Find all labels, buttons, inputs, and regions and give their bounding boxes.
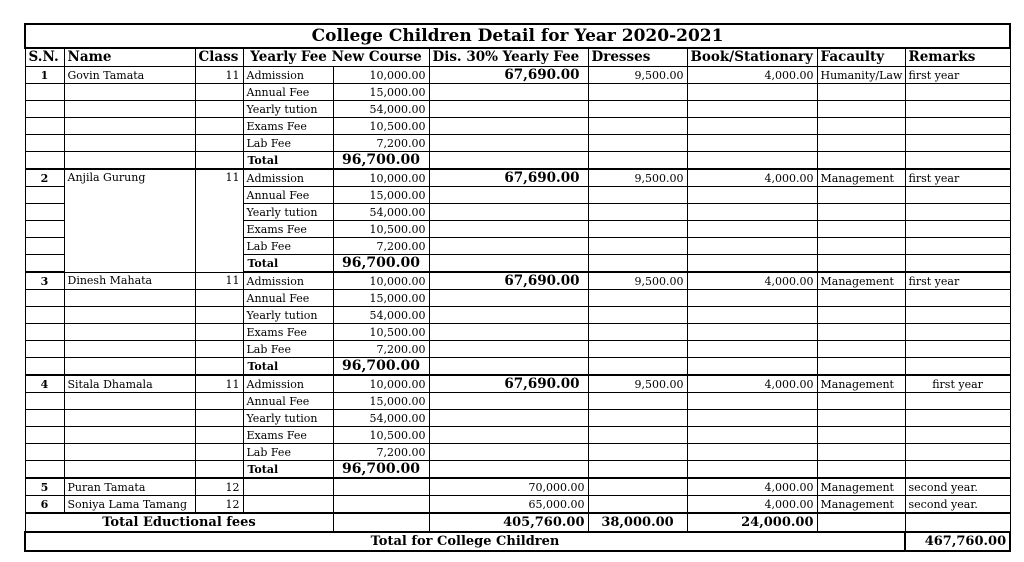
empty-cell bbox=[588, 358, 687, 376]
fee-item-amount: 15,000.00 bbox=[333, 393, 429, 410]
table-row bbox=[25, 290, 1010, 307]
fee-item-amount: 15,000.00 bbox=[333, 290, 429, 307]
empty-cell bbox=[64, 290, 195, 307]
empty-cell bbox=[588, 478, 687, 496]
empty-cell bbox=[429, 187, 588, 204]
student-faculty: Management bbox=[817, 478, 905, 496]
fee-item-amount: 54,000.00 bbox=[333, 101, 429, 118]
header-class: Class bbox=[195, 48, 243, 67]
student-book: 4,000.00 bbox=[687, 375, 817, 393]
student-name: Dinesh Mahata bbox=[64, 272, 195, 290]
fee-item-label: Yearly tution bbox=[243, 307, 333, 324]
student-dresses: 9,500.00 bbox=[588, 375, 687, 393]
empty-cell bbox=[687, 135, 817, 152]
student-total: 96,700.00 bbox=[333, 358, 429, 376]
empty-cell bbox=[195, 427, 243, 444]
summary-label: Total Eductional fees bbox=[25, 513, 333, 532]
empty-cell bbox=[905, 204, 1010, 221]
empty-cell bbox=[905, 152, 1010, 170]
summary-dresses: 38,000.00 bbox=[588, 513, 687, 532]
student-sn: 3 bbox=[25, 272, 64, 290]
empty-cell bbox=[905, 238, 1010, 255]
empty-cell bbox=[333, 496, 429, 514]
empty-cell bbox=[687, 221, 817, 238]
empty-cell bbox=[687, 187, 817, 204]
empty-cell bbox=[817, 135, 905, 152]
student-book: 4,000.00 bbox=[687, 496, 817, 514]
empty-cell bbox=[588, 135, 687, 152]
student-faculty: Management bbox=[817, 169, 905, 187]
empty-cell bbox=[429, 221, 588, 238]
table-row bbox=[25, 358, 1010, 376]
empty-cell bbox=[817, 444, 905, 461]
fee-item-label: Yearly tution bbox=[243, 101, 333, 118]
empty-cell bbox=[429, 290, 588, 307]
empty-cell bbox=[905, 410, 1010, 427]
empty-cell bbox=[588, 255, 687, 273]
empty-cell bbox=[64, 135, 195, 152]
empty-cell bbox=[817, 358, 905, 376]
empty-cell bbox=[25, 101, 64, 118]
student-class: 12 bbox=[195, 496, 243, 514]
student-name: Govin Tamata bbox=[64, 67, 195, 84]
empty-cell bbox=[429, 324, 588, 341]
empty-cell bbox=[687, 255, 817, 273]
empty-cell bbox=[64, 410, 195, 427]
summary-discount: 405,760.00 bbox=[429, 513, 588, 532]
empty-cell bbox=[429, 444, 588, 461]
empty-cell bbox=[588, 341, 687, 358]
empty-cell bbox=[195, 324, 243, 341]
empty-cell bbox=[817, 307, 905, 324]
student-total: 96,700.00 bbox=[333, 152, 429, 170]
empty-cell bbox=[195, 290, 243, 307]
student-dresses: 9,500.00 bbox=[588, 272, 687, 290]
summary-row bbox=[25, 513, 1010, 532]
empty-cell bbox=[687, 307, 817, 324]
empty-cell bbox=[25, 118, 64, 135]
empty-cell bbox=[195, 341, 243, 358]
page-title: College Children Detail for Year 2020-2021 bbox=[25, 24, 1010, 48]
empty-cell bbox=[905, 187, 1010, 204]
empty-cell bbox=[817, 324, 905, 341]
student-sn: 2 bbox=[25, 169, 64, 187]
empty-cell bbox=[817, 393, 905, 410]
fee-item-amount: 10,000.00 bbox=[333, 272, 429, 290]
empty-cell bbox=[429, 358, 588, 376]
empty-cell bbox=[25, 307, 64, 324]
empty-cell bbox=[687, 427, 817, 444]
table-row bbox=[25, 135, 1010, 152]
header-row bbox=[25, 48, 1010, 67]
table-row bbox=[25, 67, 1010, 84]
empty-cell bbox=[64, 393, 195, 410]
fee-item-label: Yearly tution bbox=[243, 410, 333, 427]
empty-cell bbox=[25, 444, 64, 461]
empty-cell bbox=[25, 324, 64, 341]
empty-cell bbox=[905, 341, 1010, 358]
student-class: 12 bbox=[195, 478, 243, 496]
student-name: Anjila Gurung bbox=[64, 169, 195, 272]
fee-item-amount: 7,200.00 bbox=[333, 238, 429, 255]
empty-cell bbox=[333, 513, 429, 532]
empty-cell bbox=[817, 513, 905, 532]
empty-cell bbox=[588, 204, 687, 221]
empty-cell bbox=[817, 221, 905, 238]
fee-sheet bbox=[24, 23, 1009, 552]
table-row bbox=[25, 84, 1010, 101]
empty-cell bbox=[817, 204, 905, 221]
empty-cell bbox=[429, 135, 588, 152]
empty-cell bbox=[817, 238, 905, 255]
empty-cell bbox=[905, 101, 1010, 118]
empty-cell bbox=[588, 461, 687, 479]
empty-cell bbox=[905, 513, 1010, 532]
empty-cell bbox=[588, 118, 687, 135]
empty-cell bbox=[817, 290, 905, 307]
empty-cell bbox=[905, 255, 1010, 273]
student-discount: 67,690.00 bbox=[429, 375, 588, 393]
empty-cell bbox=[195, 410, 243, 427]
student-book: 4,000.00 bbox=[687, 169, 817, 187]
fee-item-amount: 54,000.00 bbox=[333, 410, 429, 427]
empty-cell bbox=[588, 152, 687, 170]
empty-cell bbox=[195, 461, 243, 479]
student-sn: 6 bbox=[25, 496, 64, 514]
header-dresses: Dresses bbox=[588, 48, 687, 67]
empty-cell bbox=[687, 238, 817, 255]
empty-cell bbox=[905, 444, 1010, 461]
empty-cell bbox=[687, 290, 817, 307]
header-yearly-fee: Yearly Fee New Course bbox=[243, 48, 429, 67]
empty-cell bbox=[64, 152, 195, 170]
table-row bbox=[25, 272, 1010, 290]
empty-cell bbox=[588, 393, 687, 410]
empty-cell bbox=[64, 444, 195, 461]
table-row bbox=[25, 478, 1010, 496]
empty-cell bbox=[588, 221, 687, 238]
empty-cell bbox=[817, 255, 905, 273]
empty-cell bbox=[588, 187, 687, 204]
empty-cell bbox=[429, 118, 588, 135]
empty-cell bbox=[588, 324, 687, 341]
empty-cell bbox=[588, 444, 687, 461]
empty-cell bbox=[905, 135, 1010, 152]
empty-cell bbox=[195, 135, 243, 152]
fee-item-amount: 54,000.00 bbox=[333, 204, 429, 221]
fee-item-label: Annual Fee bbox=[243, 290, 333, 307]
empty-cell bbox=[817, 461, 905, 479]
table-row bbox=[25, 169, 1010, 187]
empty-cell bbox=[195, 84, 243, 101]
empty-cell bbox=[64, 427, 195, 444]
empty-cell bbox=[905, 221, 1010, 238]
total-label: Total bbox=[243, 152, 333, 170]
student-remarks: second year. bbox=[905, 496, 1010, 514]
header-sn: S.N. bbox=[25, 48, 64, 67]
table-row bbox=[25, 307, 1010, 324]
empty-cell bbox=[195, 101, 243, 118]
empty-cell bbox=[25, 84, 64, 101]
empty-cell bbox=[429, 204, 588, 221]
fee-item-label: Exams Fee bbox=[243, 221, 333, 238]
empty-cell bbox=[429, 84, 588, 101]
student-remarks: second year. bbox=[905, 478, 1010, 496]
empty-cell bbox=[687, 101, 817, 118]
student-name: Soniya Lama Tamang bbox=[64, 496, 195, 514]
empty-cell bbox=[25, 187, 64, 204]
student-faculty: Management bbox=[817, 375, 905, 393]
empty-cell bbox=[588, 427, 687, 444]
empty-cell bbox=[905, 427, 1010, 444]
fee-table bbox=[24, 23, 1011, 552]
student-sn: 4 bbox=[25, 375, 64, 393]
empty-cell bbox=[429, 427, 588, 444]
fee-item-amount: 7,200.00 bbox=[333, 341, 429, 358]
empty-cell bbox=[25, 238, 64, 255]
table-row bbox=[25, 444, 1010, 461]
student-faculty: Humanity/Law bbox=[817, 67, 905, 84]
empty-cell bbox=[333, 478, 429, 496]
fee-item-amount: 54,000.00 bbox=[333, 307, 429, 324]
header-discount: Dis. 30% Yearly Fee bbox=[429, 48, 588, 67]
fee-item-label: Lab Fee bbox=[243, 238, 333, 255]
empty-cell bbox=[588, 84, 687, 101]
empty-cell bbox=[817, 341, 905, 358]
fee-item-label: Annual Fee bbox=[243, 84, 333, 101]
student-sn: 1 bbox=[25, 67, 64, 84]
student-remarks: first year bbox=[905, 67, 1010, 84]
empty-cell bbox=[25, 393, 64, 410]
total-label: Total bbox=[243, 461, 333, 479]
table-row bbox=[25, 393, 1010, 410]
grand-total-row bbox=[25, 532, 1010, 551]
empty-cell bbox=[817, 101, 905, 118]
empty-cell bbox=[195, 307, 243, 324]
empty-cell bbox=[429, 152, 588, 170]
empty-cell bbox=[588, 410, 687, 427]
fee-item-amount: 7,200.00 bbox=[333, 444, 429, 461]
total-label: Total bbox=[243, 358, 333, 376]
table-row bbox=[25, 375, 1010, 393]
student-discount: 67,690.00 bbox=[429, 67, 588, 84]
student-faculty: Management bbox=[817, 272, 905, 290]
fee-item-amount: 15,000.00 bbox=[333, 187, 429, 204]
empty-cell bbox=[687, 393, 817, 410]
empty-cell bbox=[588, 101, 687, 118]
fee-item-amount: 10,000.00 bbox=[333, 67, 429, 84]
fee-item-amount: 15,000.00 bbox=[333, 84, 429, 101]
empty-cell bbox=[64, 461, 195, 479]
empty-cell bbox=[243, 478, 333, 496]
student-class: 11 bbox=[195, 67, 243, 84]
empty-cell bbox=[817, 152, 905, 170]
header-name: Name bbox=[64, 48, 195, 67]
fee-item-label: Admission bbox=[243, 67, 333, 84]
empty-cell bbox=[588, 238, 687, 255]
student-remarks: first year bbox=[905, 375, 1010, 393]
empty-cell bbox=[429, 341, 588, 358]
empty-cell bbox=[195, 444, 243, 461]
fee-item-amount: 10,500.00 bbox=[333, 324, 429, 341]
table-row bbox=[25, 427, 1010, 444]
empty-cell bbox=[687, 152, 817, 170]
empty-cell bbox=[243, 496, 333, 514]
empty-cell bbox=[64, 307, 195, 324]
fee-item-label: Admission bbox=[243, 169, 333, 187]
empty-cell bbox=[429, 410, 588, 427]
table-row bbox=[25, 461, 1010, 479]
student-name: Sitala Dhamala bbox=[64, 375, 195, 393]
fee-item-amount: 10,000.00 bbox=[333, 169, 429, 187]
table-row bbox=[25, 152, 1010, 170]
empty-cell bbox=[25, 358, 64, 376]
empty-cell bbox=[687, 461, 817, 479]
empty-cell bbox=[64, 358, 195, 376]
student-total: 96,700.00 bbox=[333, 461, 429, 479]
table-row bbox=[25, 410, 1010, 427]
empty-cell bbox=[905, 358, 1010, 376]
table-row bbox=[25, 324, 1010, 341]
empty-cell bbox=[905, 324, 1010, 341]
fee-item-label: Lab Fee bbox=[243, 135, 333, 152]
empty-cell bbox=[905, 307, 1010, 324]
empty-cell bbox=[905, 393, 1010, 410]
empty-cell bbox=[588, 496, 687, 514]
empty-cell bbox=[64, 341, 195, 358]
empty-cell bbox=[195, 118, 243, 135]
fee-item-label: Exams Fee bbox=[243, 427, 333, 444]
fee-item-label: Yearly tution bbox=[243, 204, 333, 221]
student-name: Puran Tamata bbox=[64, 478, 195, 496]
empty-cell bbox=[817, 84, 905, 101]
fee-item-amount: 10,500.00 bbox=[333, 118, 429, 135]
empty-cell bbox=[429, 393, 588, 410]
header-faculty: Facaulty bbox=[817, 48, 905, 67]
empty-cell bbox=[64, 324, 195, 341]
empty-cell bbox=[64, 118, 195, 135]
total-label: Total bbox=[243, 255, 333, 273]
student-discount: 70,000.00 bbox=[429, 478, 588, 496]
empty-cell bbox=[687, 118, 817, 135]
empty-cell bbox=[905, 461, 1010, 479]
table-row bbox=[25, 118, 1010, 135]
grand-total-label: Total for College Children bbox=[25, 532, 905, 551]
empty-cell bbox=[429, 461, 588, 479]
fee-item-label: Admission bbox=[243, 272, 333, 290]
student-book: 4,000.00 bbox=[687, 67, 817, 84]
student-discount: 65,000.00 bbox=[429, 496, 588, 514]
header-remarks: Remarks bbox=[905, 48, 1010, 67]
fee-item-label: Exams Fee bbox=[243, 324, 333, 341]
empty-cell bbox=[25, 290, 64, 307]
empty-cell bbox=[25, 135, 64, 152]
student-dresses: 9,500.00 bbox=[588, 169, 687, 187]
empty-cell bbox=[687, 444, 817, 461]
student-dresses: 9,500.00 bbox=[588, 67, 687, 84]
empty-cell bbox=[817, 427, 905, 444]
fee-item-label: Annual Fee bbox=[243, 187, 333, 204]
student-remarks: first year bbox=[905, 169, 1010, 187]
empty-cell bbox=[687, 204, 817, 221]
empty-cell bbox=[588, 307, 687, 324]
empty-cell bbox=[687, 324, 817, 341]
empty-cell bbox=[195, 358, 243, 376]
empty-cell bbox=[817, 410, 905, 427]
empty-cell bbox=[25, 204, 64, 221]
empty-cell bbox=[429, 238, 588, 255]
empty-cell bbox=[25, 221, 64, 238]
empty-cell bbox=[64, 84, 195, 101]
fee-item-amount: 10,000.00 bbox=[333, 375, 429, 393]
student-remarks: first year bbox=[905, 272, 1010, 290]
empty-cell bbox=[25, 152, 64, 170]
fee-item-label: Lab Fee bbox=[243, 444, 333, 461]
empty-cell bbox=[429, 307, 588, 324]
empty-cell bbox=[429, 255, 588, 273]
empty-cell bbox=[195, 152, 243, 170]
empty-cell bbox=[817, 118, 905, 135]
table-row bbox=[25, 496, 1010, 514]
fee-item-amount: 10,500.00 bbox=[333, 427, 429, 444]
student-class: 11 bbox=[195, 169, 243, 272]
student-discount: 67,690.00 bbox=[429, 272, 588, 290]
empty-cell bbox=[905, 290, 1010, 307]
header-book: Book/Stationary bbox=[687, 48, 817, 67]
empty-cell bbox=[687, 410, 817, 427]
empty-cell bbox=[25, 427, 64, 444]
empty-cell bbox=[817, 187, 905, 204]
fee-item-label: Exams Fee bbox=[243, 118, 333, 135]
student-class: 11 bbox=[195, 272, 243, 290]
empty-cell bbox=[195, 393, 243, 410]
empty-cell bbox=[687, 358, 817, 376]
fee-item-label: Admission bbox=[243, 375, 333, 393]
fee-item-amount: 10,500.00 bbox=[333, 221, 429, 238]
empty-cell bbox=[64, 101, 195, 118]
student-discount: 67,690.00 bbox=[429, 169, 588, 187]
empty-cell bbox=[25, 410, 64, 427]
fee-item-amount: 7,200.00 bbox=[333, 135, 429, 152]
student-book: 4,000.00 bbox=[687, 272, 817, 290]
empty-cell bbox=[25, 255, 64, 273]
student-book: 4,000.00 bbox=[687, 478, 817, 496]
grand-total-value: 467,760.00 bbox=[905, 532, 1010, 551]
student-class: 11 bbox=[195, 375, 243, 393]
empty-cell bbox=[25, 341, 64, 358]
empty-cell bbox=[687, 84, 817, 101]
student-faculty: Management bbox=[817, 496, 905, 514]
empty-cell bbox=[905, 118, 1010, 135]
student-total: 96,700.00 bbox=[333, 255, 429, 273]
empty-cell bbox=[25, 461, 64, 479]
fee-item-label: Annual Fee bbox=[243, 393, 333, 410]
empty-cell bbox=[905, 84, 1010, 101]
summary-book: 24,000.00 bbox=[687, 513, 817, 532]
empty-cell bbox=[429, 101, 588, 118]
student-sn: 5 bbox=[25, 478, 64, 496]
table-row bbox=[25, 101, 1010, 118]
table-row bbox=[25, 341, 1010, 358]
empty-cell bbox=[588, 290, 687, 307]
empty-cell bbox=[687, 341, 817, 358]
fee-item-label: Lab Fee bbox=[243, 341, 333, 358]
